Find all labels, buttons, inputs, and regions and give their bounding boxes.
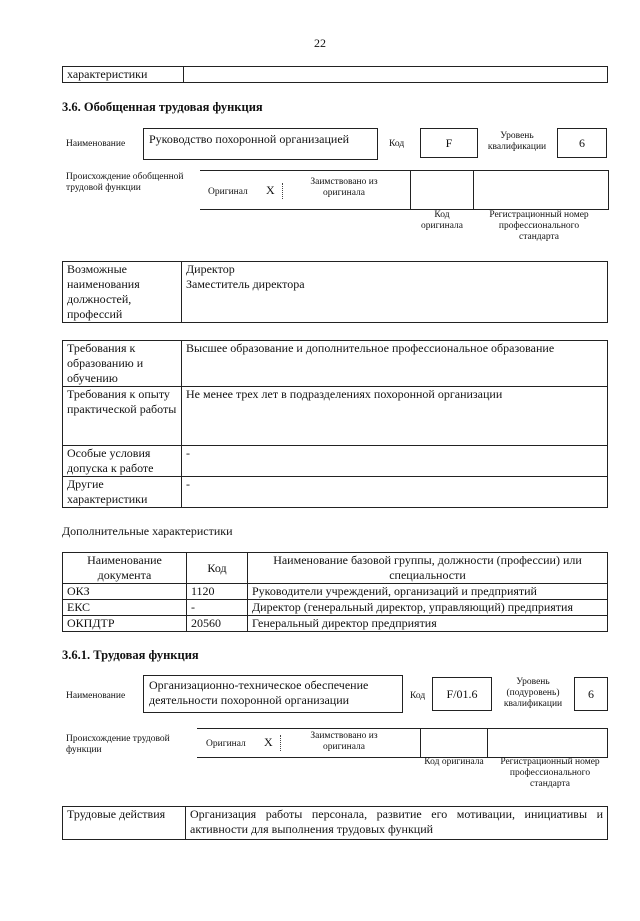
labor-actions-value: Организация работы персонала, развитие его мотивации, инициативы и активности для выполнения трудовых функций xyxy=(186,807,608,840)
additional-cell: - xyxy=(187,600,248,616)
labor-actions-label: Трудовые действия xyxy=(63,807,186,840)
labor-name-label: Наименование xyxy=(66,691,126,701)
continuation-table xyxy=(62,66,608,83)
labor-actions-table xyxy=(62,806,608,840)
gen-origin-divider xyxy=(282,183,284,199)
page-number: 22 xyxy=(314,36,326,50)
labor-level-label: Уровень (подуровень) квалификации xyxy=(503,677,563,709)
req-admission-value: - xyxy=(182,446,608,477)
position-item: Директор xyxy=(186,262,235,276)
req-other-label: Другие характеристики xyxy=(63,477,182,508)
additional-cell: Руководители учреждений, организаций и предприятий xyxy=(248,584,608,600)
gen-origin-sep-1 xyxy=(410,170,411,210)
gen-reg-number-caption: Регистрационный номер профессионального стандарта xyxy=(489,210,589,242)
labor-origin-divider xyxy=(280,735,282,751)
additional-cell: ЕКС xyxy=(63,600,187,616)
gen-name-value: Руководство похоронной организацией xyxy=(143,128,378,160)
positions-table xyxy=(62,261,608,323)
req-experience-value: Не менее трех лет в подразделениях похоронной организации xyxy=(182,387,608,446)
req-admission-label: Особые условия допуска к работе xyxy=(63,446,182,477)
additional-header-doc: Наименование документа xyxy=(63,553,187,584)
gen-original-label: Оригинал xyxy=(208,187,248,197)
additional-cell: Директор (генеральный директор, управляющий) предприятия xyxy=(248,600,608,616)
table-row xyxy=(63,616,608,632)
req-other-value: - xyxy=(182,477,608,508)
req-education-label: Требования к образованию и обучению xyxy=(63,341,182,387)
additional-cell: 1120 xyxy=(187,584,248,600)
gen-origin-sep-2 xyxy=(473,170,474,210)
gen-original-mark: X xyxy=(266,183,275,197)
additional-header-code: Код xyxy=(187,553,248,584)
req-experience-label: Требования к опыту практической работы xyxy=(63,387,182,446)
continuation-empty-cell xyxy=(184,67,608,83)
labor-level-value: 6 xyxy=(574,677,608,711)
position-item: Заместитель директора xyxy=(186,277,305,291)
additional-cell: 20560 xyxy=(187,616,248,632)
labor-origin-sep-2 xyxy=(487,728,488,758)
labor-reg-number-caption: Регистрационный номер профессионального стандарта xyxy=(500,757,600,789)
labor-original-label: Оригинал xyxy=(206,739,246,749)
labor-origin-label: Происхождение трудовой функции xyxy=(66,734,170,755)
gen-level-value: 6 xyxy=(557,128,607,158)
labor-name-value: Организационно-техническое обеспечение деятельности похоронной организации xyxy=(143,675,403,713)
labor-code-original-caption: Код оригинала xyxy=(424,757,484,767)
gen-code-value: F xyxy=(420,128,478,158)
labor-original-mark: X xyxy=(264,735,273,749)
gen-code-original-caption: Код оригинала xyxy=(421,210,463,231)
gen-origin-label: Происхождение обобщенной трудовой функции xyxy=(66,172,184,193)
gen-code-label: Код xyxy=(389,139,405,149)
additional-table xyxy=(62,552,608,632)
labor-code-label: Код xyxy=(410,691,426,701)
gen-level-label: Уровень квалификации xyxy=(487,131,547,152)
additional-cell: Генеральный директор предприятия xyxy=(248,616,608,632)
gen-function-title: 3.6. Обобщенная трудовая функция xyxy=(62,100,263,114)
requirements-table xyxy=(62,340,608,508)
labor-code-value: F/01.6 xyxy=(432,677,492,711)
gen-origin-box xyxy=(200,170,609,210)
gen-name-label: Наименование xyxy=(66,139,126,149)
positions-values xyxy=(182,262,608,323)
additional-cell: ОКПДТР xyxy=(63,616,187,632)
labor-function-title: 3.6.1. Трудовая функция xyxy=(62,648,199,662)
table-row xyxy=(63,600,608,616)
req-education-value: Высшее образование и дополнительное профессиональное образование xyxy=(182,341,608,387)
labor-borrowed-label: Заимствовано из оригинала xyxy=(310,731,378,752)
labor-origin-box xyxy=(197,728,608,758)
positions-label: Возможные наименования должностей, профессий xyxy=(63,262,182,323)
additional-cell: ОКЗ xyxy=(63,584,187,600)
table-row xyxy=(63,584,608,600)
gen-borrowed-label: Заимствовано из оригинала xyxy=(310,177,378,198)
additional-title: Дополнительные характеристики xyxy=(62,524,233,538)
continuation-cell: характеристики xyxy=(63,67,184,83)
additional-header-name: Наименование базовой группы, должности (профессии) или специальности xyxy=(248,553,608,584)
labor-origin-sep-1 xyxy=(420,728,421,758)
